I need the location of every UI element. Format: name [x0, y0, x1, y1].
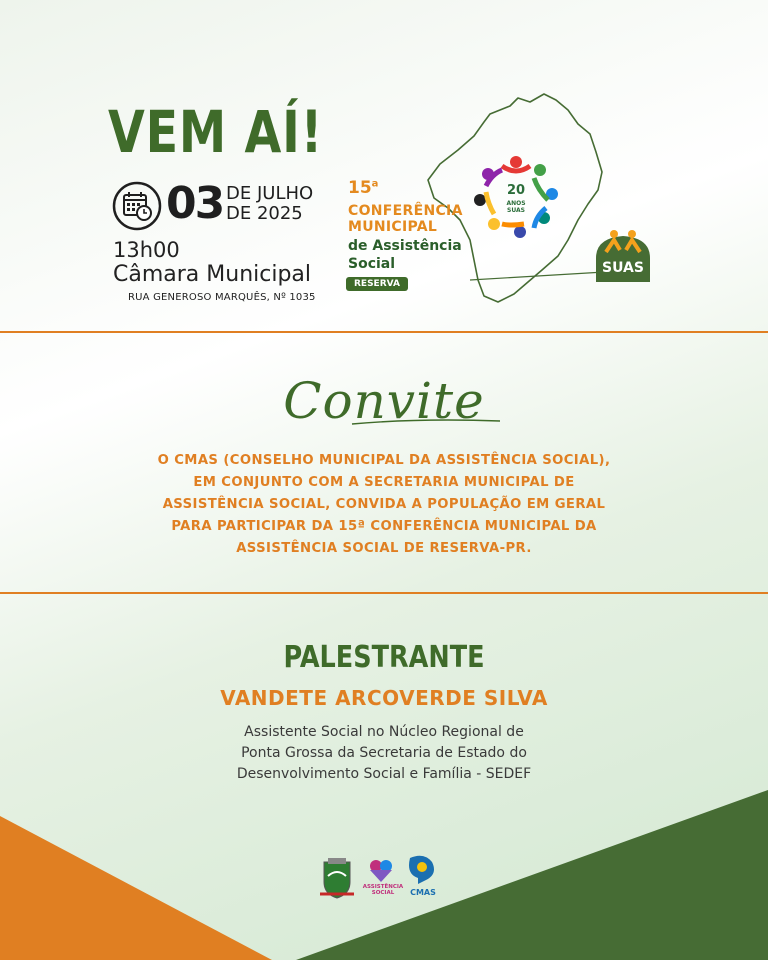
event-address: RUA GENEROSO MARQUÊS, Nº 1035	[128, 292, 316, 303]
ring-sub-line2: SUAS	[507, 207, 525, 214]
headline: VEM AÍ!	[108, 98, 324, 166]
speaker-heading: PALESTRANTE	[283, 640, 485, 675]
speaker-description	[0, 722, 768, 785]
speaker-desc-line3: Desenvolvimento Social e Família - SEDEF	[236, 766, 532, 782]
top-divider	[0, 331, 768, 333]
assistencia-social-logo-text	[362, 884, 404, 896]
speaker-desc-line2: Ponta Grossa da Secretaria de Estado do	[241, 745, 527, 761]
invitation-text	[90, 450, 678, 560]
ring-number: 20	[506, 183, 526, 198]
event-time: 13h00	[113, 238, 180, 262]
invitation-line4: PARA PARTICIPAR DA 15ª CONFERÊNCIA MUNICIPAL DA	[171, 519, 597, 534]
event-month: DE JULHO	[226, 183, 314, 204]
reserva-coat-of-arms-icon	[320, 858, 354, 898]
invitation-title-underline	[350, 418, 502, 426]
ring-sub-line1: ANOS	[506, 200, 526, 207]
assistencia-social-heart-icon	[370, 860, 392, 882]
assistencia-line2: SOCIAL	[371, 890, 395, 896]
middle-divider	[0, 592, 768, 594]
conference-number: 15$^a$	[348, 178, 379, 198]
cmas-speech-bubble-icon	[409, 856, 434, 884]
event-day: 03	[166, 178, 224, 229]
ring-subtitle	[499, 200, 533, 214]
event-year: DE 2025	[226, 203, 303, 224]
speaker-name: VANDETE ARCOVERDE SILVA	[220, 686, 548, 710]
conference-title-line2: MUNICIPAL	[348, 219, 438, 235]
invitation-line1: O CMAS (CONSELHO MUNICIPAL DA ASSISTÊNCIA SOCIAL),	[157, 453, 611, 468]
suas-label: SUAS	[602, 260, 644, 276]
event-venue: Câmara Municipal	[113, 262, 312, 287]
invitation-line5: ASSISTÊNCIA SOCIAL DE RESERVA-PR.	[236, 541, 532, 556]
conference-title-line4: Social	[348, 256, 396, 272]
invitation-line3: ASSISTÊNCIA SOCIAL, CONVIDA A POPULAÇÃO EM GERAL	[162, 497, 606, 512]
calendar-clock-icon	[112, 181, 162, 231]
cmas-logo-text: CMAS	[410, 888, 436, 897]
assistencia-line1: ASSISTÊNCIA	[362, 884, 404, 890]
event-month-year	[226, 184, 313, 224]
reserva-badge: RESERVA	[346, 277, 408, 291]
invitation-title: Convite	[283, 372, 485, 430]
conference-title-line1: CONFERÊNCIA	[348, 203, 463, 219]
speaker-desc-line1: Assistente Social no Núcleo Regional de	[244, 724, 524, 740]
conference-title-line3: de Assistência	[348, 238, 462, 254]
invitation-line2: EM CONJUNTO COM A SECRETARIA MUNICIPAL DE	[193, 475, 575, 490]
